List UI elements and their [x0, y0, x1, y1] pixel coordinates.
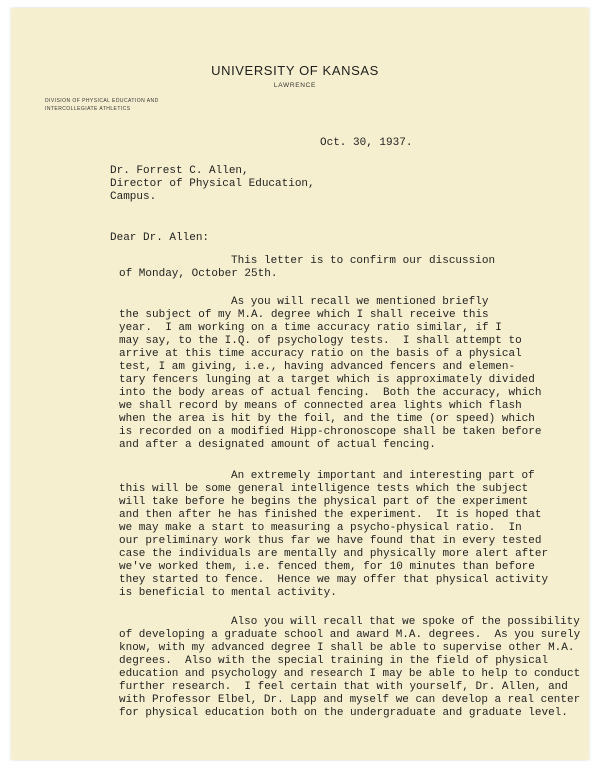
paragraph-line: into the body areas of actual fencing. Both the accuracy, which	[119, 387, 542, 399]
paragraph-line: education and psychology and research I may be able to help to conduct	[119, 668, 581, 680]
university-city: LAWRENCE	[273, 82, 317, 89]
paragraph-line: is beneficial to mental activity.	[119, 587, 337, 599]
paragraph-line: is recorded on a modified Hipp-chronoscope shall be taken before	[119, 426, 542, 438]
recipient-name: Dr. Forrest C. Allen,	[110, 165, 249, 177]
letter-date: Oct. 30, 1937.	[320, 137, 413, 149]
paragraph-line: case the individuals are mentally and physically more alert after	[119, 548, 549, 560]
paragraph-line: for physical education both on the undergraduate and graduate level.	[119, 707, 568, 719]
recipient-location: Campus.	[110, 191, 157, 203]
paragraph-line: we may make a start to measuring a psycho-physical ratio. In	[119, 522, 522, 534]
paragraph-line: we've worked them, i.e. fenced them, for 10 minutes than before	[119, 561, 535, 573]
paragraph-line: with Professor Elbel, Dr. Lapp and myself we can develop a real center	[119, 694, 581, 706]
paragraph-line: degrees. Also with the special training in the field of physical	[119, 655, 549, 667]
paragraph-line: and after a designated amount of actual fencing.	[119, 439, 436, 451]
paragraph-line: will take before he begins the physical part of the experiment	[119, 496, 529, 508]
division-line-2: INTERCOLLEGIATE ATHLETICS	[45, 106, 131, 112]
paragraph-line: this will be some general intelligence tests which the subject	[119, 483, 529, 495]
paragraph-line: test, I am giving, i.e., having advanced fencers and elemen-	[119, 361, 516, 373]
paragraph-line: Also you will recall that we spoke of the possibility	[231, 616, 580, 628]
paragraph-line: when the area is hit by the foil, and the time (or speed) which	[119, 413, 535, 425]
paragraph-line: our preliminary work thus far we have found that in every tested	[119, 535, 542, 547]
paragraph-line: arrive at this time accuracy ratio on the basis of a physical	[119, 348, 522, 360]
paragraph-line: further research. I feel certain that with yourself, Dr. Allen, and	[119, 681, 568, 693]
paragraph-line: they started to fence. Hence we may offer that physical activity	[119, 574, 549, 586]
paragraph-line: the subject of my M.A. degree which I shall receive this	[119, 309, 489, 321]
salutation: Dear Dr. Allen:	[110, 232, 210, 244]
paragraph-line: know, with my advanced degree I shall be able to supervise other M.A.	[119, 642, 575, 654]
paragraph-line: we shall record by means of connected area lights which flash	[119, 400, 522, 412]
paragraph-line: of developing a graduate school and award M.A. degrees. As you surely	[119, 629, 581, 641]
paragraph-line: As you will recall we mentioned briefly	[231, 296, 489, 308]
paragraph-line: An extremely important and interesting part of	[231, 470, 535, 482]
paragraph-line: may say, to the I.Q. of psychology tests. I shall attempt to	[119, 335, 522, 347]
recipient-title: Director of Physical Education,	[110, 178, 315, 190]
paragraph-line: year. I am working on a time accuracy ratio similar, if I	[119, 322, 502, 334]
university-name: UNIVERSITY OF KANSAS	[211, 63, 379, 78]
paragraph-line: and then after he has finished the experiment. It is hoped that	[119, 509, 542, 521]
paragraph-line: tary fencers lunging at a target which is approximately divided	[119, 374, 535, 386]
paragraph-line: of Monday, October 25th.	[119, 268, 278, 280]
division-line-1: DIVISION OF PHYSICAL EDUCATION AND	[45, 98, 159, 104]
paragraph-line: This letter is to confirm our discussion	[231, 255, 496, 267]
